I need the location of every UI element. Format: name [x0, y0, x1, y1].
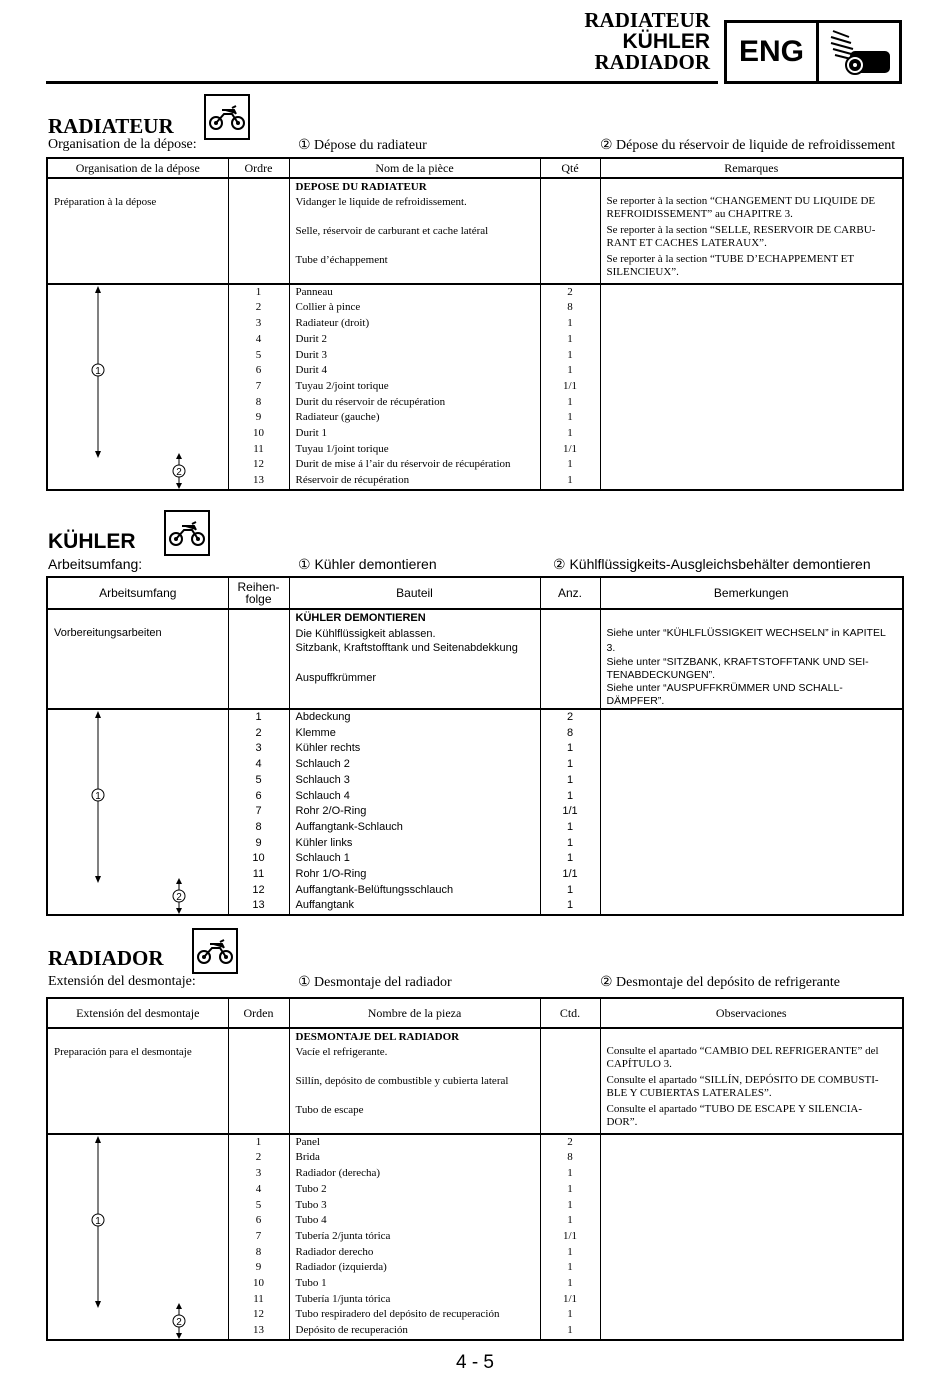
- part-order: 5: [255, 1198, 262, 1211]
- part-order: 2: [255, 726, 262, 739]
- part-qty: 1: [566, 773, 574, 786]
- part-qty: 1: [567, 1261, 573, 1274]
- flow-arrows: [47, 284, 228, 490]
- part-order: 10: [253, 1277, 264, 1290]
- part-name: Durit 2: [295, 332, 327, 345]
- part-name: Panel: [295, 1135, 320, 1148]
- part-name: Rohr 1/O-Ring: [295, 868, 367, 881]
- col-header: Nom de la pièce: [289, 158, 540, 178]
- part-order: 9: [255, 836, 262, 849]
- part-qty: 8: [567, 301, 573, 314]
- prep-item: Sitzbank, Kraftstofftank und Seitenabdekkung: [295, 642, 518, 655]
- motorcycle-icon-box: [164, 510, 210, 556]
- part-order: 6: [255, 364, 262, 377]
- part-qty: 1: [566, 836, 574, 849]
- motorcycle-icon-box: [204, 94, 250, 140]
- part-qty: 1: [567, 1182, 573, 1195]
- col-header: Bauteil: [289, 577, 540, 609]
- flow-label-1: 1: [95, 1215, 101, 1227]
- part-name: Rohr 2/O-Ring: [295, 805, 367, 818]
- part-name: Durit du réservoir de récupération: [295, 395, 446, 408]
- remark-line: Siehe unter “AUSPUFFKRÜMMER UND SCHALL-: [606, 682, 843, 694]
- flow-label-2: 2: [176, 1316, 182, 1328]
- part-name: Radiador derecho: [295, 1245, 374, 1258]
- part-qty: 1: [567, 1324, 573, 1337]
- part-name: Réservoir de récupération: [295, 474, 410, 487]
- part-name: Tuyau 1/joint torique: [295, 442, 389, 455]
- part-qty: 1/1: [562, 442, 578, 455]
- part-qty: 1/1: [562, 1292, 578, 1305]
- part-order: 2: [255, 1151, 262, 1164]
- step-1-label: ① Dépose du radiateur: [298, 138, 427, 153]
- part-name: Durit de mise á l’air du réservoir de récupération: [295, 458, 511, 471]
- part-name: Tubo 3: [295, 1198, 327, 1211]
- step-2-label: ② Kühlflüssigkeits-Ausgleichsbehälter demontieren: [553, 556, 871, 572]
- part-order: 3: [255, 317, 262, 330]
- part-qty: 1: [566, 742, 574, 755]
- part-name: Tubería 1/junta tórica: [295, 1292, 391, 1305]
- part-qty: 1/1: [562, 868, 578, 881]
- part-qty: 2: [566, 711, 574, 723]
- remark-line: Se reporter à la section “SELLE, RESERVOIR DE CARBU-: [606, 224, 876, 236]
- part-order: 13: [253, 1324, 264, 1337]
- part-qty: 1: [566, 758, 574, 771]
- col-header: Organisation de la dépose: [47, 158, 228, 178]
- flow-diagram: [48, 285, 228, 491]
- part-order: 8: [255, 395, 262, 408]
- motorcycle-icon: [194, 930, 236, 972]
- part-qty: 1/1: [562, 1229, 578, 1242]
- part-name: Schlauch 1: [295, 852, 350, 865]
- part-name: Tuyau 2/joint torique: [295, 379, 389, 392]
- section-subheader: [48, 556, 902, 574]
- col-header: Orden: [228, 998, 289, 1028]
- part-qty: 1: [567, 411, 573, 424]
- step-2-label: ② Desmontaje del depósito de refrigerante: [600, 975, 840, 990]
- remark-line: Se reporter à la section “CHANGEMENT DU LIQUIDE DE: [606, 195, 876, 207]
- prep-title: DEPOSE DU RADIATEUR: [295, 181, 427, 193]
- part-order: 13: [253, 474, 264, 487]
- part-name: Collier à pince: [295, 301, 361, 314]
- step-1-label: ① Kühler demontieren: [298, 556, 437, 572]
- col-header: Reihen- folge: [228, 577, 289, 609]
- flow-label-2: 2: [176, 892, 182, 903]
- part-name: Tubo 2: [295, 1182, 327, 1195]
- col-header: Bemerkungen: [600, 577, 903, 609]
- remark-line: Se reporter à la section “TUBE D’ECHAPPEMENT ET: [606, 253, 855, 265]
- part-order: 11: [253, 442, 264, 455]
- part-qty: 1: [567, 458, 573, 471]
- part-qty: 2: [567, 1135, 573, 1148]
- part-qty: 1: [567, 348, 573, 361]
- part-qty: 1: [567, 317, 573, 330]
- part-qty: 1/1: [562, 379, 578, 392]
- part-order: 4: [255, 758, 262, 771]
- part-name: Tubo 4: [295, 1214, 327, 1227]
- remark-line: DÄMPFER”.: [606, 695, 665, 707]
- header-titles: [584, 10, 710, 73]
- part-qty: 1: [567, 332, 573, 345]
- part-qty: 1: [567, 427, 573, 440]
- part-order: 4: [255, 1182, 262, 1195]
- remark-line: DOR”.: [606, 1116, 638, 1128]
- flow-label-1: 1: [95, 365, 101, 377]
- prep-item: Auspuffkrümmer: [295, 672, 376, 685]
- prep-label: Preparación para el desmontaje: [47, 1028, 228, 1134]
- motorcycle-icon: [206, 96, 248, 138]
- parts-block: [47, 1134, 903, 1340]
- part-qty: 8: [566, 726, 574, 739]
- part-order: 12: [253, 458, 264, 471]
- part-order: 4: [255, 332, 262, 345]
- part-order: 11: [253, 1292, 264, 1305]
- part-order: 12: [253, 1308, 264, 1321]
- parts-table: [46, 576, 904, 916]
- section-title: KÜHLER: [48, 530, 136, 553]
- flow-arrows: [47, 1134, 228, 1340]
- col-header: Ctd.: [540, 998, 600, 1028]
- part-name: Kühler links: [295, 836, 353, 849]
- part-qty: 8: [567, 1151, 573, 1164]
- part-name: Klemme: [295, 726, 336, 739]
- parts-table: [46, 157, 904, 491]
- part-qty: 1: [566, 899, 574, 912]
- part-order: 1: [255, 1135, 262, 1148]
- part-name: Brida: [295, 1151, 320, 1164]
- flow-label-2: 2: [176, 466, 182, 478]
- part-name: Kühler rechts: [295, 742, 361, 755]
- parts-table: [46, 997, 904, 1341]
- part-qty: 1: [567, 474, 573, 487]
- prep-item: Tube d’échappement: [295, 253, 388, 266]
- scope-label: Arbeitsumfang:: [48, 556, 143, 572]
- part-name: Abdeckung: [295, 711, 351, 723]
- part-order: 10: [252, 852, 265, 865]
- prep-item: Vidanger le liquide de refroidissement.: [295, 195, 467, 208]
- remark-line: Siehe unter “KÜHLFLÜSSIGKEIT WECHSELN” in KAPITEL 3.: [606, 627, 886, 654]
- part-order: 8: [255, 820, 262, 833]
- remark-line: Consulte el apartado “SILLÍN, DEPÓSITO DE COMBUSTI-: [606, 1074, 879, 1086]
- part-name: Radiateur (droit): [295, 317, 370, 330]
- part-name: Radiador (derecha): [295, 1167, 381, 1180]
- col-header: Nombre de la pieza: [289, 998, 540, 1028]
- parts-block: [47, 709, 903, 915]
- part-order: 11: [252, 868, 265, 881]
- part-name: Schlauch 3: [295, 773, 350, 786]
- part-name: Panneau: [295, 285, 333, 298]
- prep-item: Selle, réservoir de carburant et cache latéral: [295, 224, 489, 237]
- part-name: Tubo respiradero del depósito de recuperación: [295, 1308, 500, 1321]
- eng-label: ENG: [727, 23, 819, 81]
- part-qty: 1: [566, 789, 574, 802]
- remark-line: RANT ET CACHES LATERAUX”.: [606, 237, 767, 249]
- part-order: 2: [255, 301, 262, 314]
- part-order: 1: [255, 711, 262, 723]
- scope-label: Organisation de la dépose:: [48, 137, 197, 152]
- part-order: 6: [255, 789, 262, 802]
- section-title: RADIATEUR: [48, 114, 174, 138]
- part-name: Durit 3: [295, 348, 327, 361]
- flow-diagram: [48, 1135, 228, 1341]
- header-title-de: KÜHLER: [622, 30, 710, 53]
- remark-line: Consulte el apartado “CAMBIO DEL REFRIGERANTE” del: [606, 1045, 879, 1057]
- col-header: Observaciones: [600, 998, 903, 1028]
- part-qty: 1: [567, 1167, 573, 1180]
- part-order: 10: [253, 427, 264, 440]
- step-2-label: ② Dépose du réservoir de liquide de refroidissement: [600, 138, 896, 153]
- engine-coil-icon: [821, 25, 899, 79]
- prep-label: Vorbereitungsarbeiten: [47, 609, 228, 709]
- col-header: Extensión del desmontaje: [47, 998, 228, 1028]
- part-qty: 1: [567, 1308, 573, 1321]
- remark-line: Siehe unter “SITZBANK, KRAFTSTOFFTANK UND SEI-: [606, 656, 869, 668]
- header-title-es: RADIADOR: [594, 50, 710, 74]
- col-header: Qté: [540, 158, 600, 178]
- part-qty: 1: [567, 395, 573, 408]
- part-qty: 1: [566, 820, 574, 833]
- prep-item: Sillín, depósito de combustible y cubierta lateral: [295, 1074, 509, 1087]
- part-order: 9: [255, 1261, 262, 1274]
- part-name: Depósito de recuperación: [295, 1324, 408, 1337]
- col-header: Anz.: [540, 577, 600, 609]
- part-order: 9: [255, 411, 262, 424]
- part-qty: 1/1: [562, 805, 578, 818]
- part-qty: 1: [567, 1245, 573, 1258]
- section-title: RADIADOR: [48, 946, 164, 970]
- prep-item: Vacíe el refrigerante.: [295, 1045, 388, 1058]
- part-name: Radiador (izquierda): [295, 1261, 387, 1274]
- prep-title: DESMONTAJE DEL RADIADOR: [295, 1031, 460, 1043]
- prep-item: Die Kühlflüssigkeit ablassen.: [295, 627, 436, 640]
- part-name: Auffangtank-Schlauch: [295, 820, 403, 833]
- section-subheader: [48, 137, 902, 155]
- remark-line: BLE Y CUBIERTAS LATERALES”.: [606, 1087, 772, 1099]
- part-order: 3: [255, 1167, 262, 1180]
- remark-line: Consulte el apartado “TUBO DE ESCAPE Y SILENCIA-: [606, 1103, 863, 1115]
- motorcycle-icon-box: [192, 928, 238, 974]
- prep-label: Préparation à la dépose: [47, 178, 228, 284]
- part-qty: 1: [567, 1277, 573, 1290]
- part-name: Auffangtank-Belüftungsschlauch: [295, 883, 454, 896]
- part-order: 8: [255, 1245, 262, 1258]
- part-name: Durit 4: [295, 364, 327, 377]
- part-name: Radiateur (gauche): [295, 411, 380, 424]
- part-qty: 1: [566, 883, 574, 896]
- part-order: 7: [255, 379, 262, 392]
- part-name: Tubo 1: [295, 1277, 327, 1290]
- part-qty: 1: [567, 1214, 573, 1227]
- part-order: 6: [255, 1214, 262, 1227]
- remark-line: CAPÍTULO 3.: [606, 1058, 672, 1070]
- scope-label: Extensión del desmontaje:: [48, 974, 196, 989]
- prep-title: KÜHLER DEMONTIEREN: [295, 612, 426, 624]
- col-header: Remarques: [600, 158, 903, 178]
- part-name: Durit 1: [295, 427, 327, 440]
- part-name: Schlauch 2: [295, 758, 350, 771]
- col-header: Ordre: [228, 158, 289, 178]
- part-name: Auffangtank: [295, 899, 355, 912]
- header-title-fr: RADIATEUR: [584, 8, 710, 32]
- motorcycle-icon: [166, 512, 208, 554]
- remark-line: TENABDECKUNGEN”.: [606, 669, 716, 681]
- part-qty: 1: [567, 1198, 573, 1211]
- part-order: 1: [255, 285, 262, 298]
- flow-arrows: [47, 709, 228, 915]
- col-header: Arbeitsumfang: [47, 577, 228, 609]
- part-order: 12: [252, 883, 265, 896]
- remark-line: REFROIDISSEMENT” au CHAPITRE 3.: [606, 208, 793, 220]
- part-order: 5: [255, 773, 262, 786]
- part-order: 3: [255, 742, 262, 755]
- part-name: Schlauch 4: [295, 789, 350, 802]
- flow-diagram: [48, 710, 228, 916]
- prep-item: Tubo de escape: [295, 1103, 364, 1116]
- section-subheader: [48, 974, 902, 992]
- eng-tab: [724, 20, 902, 84]
- part-order: 7: [255, 1229, 262, 1242]
- part-name: Tubería 2/junta tórica: [295, 1229, 391, 1242]
- step-1-label: ① Desmontaje del radiador: [298, 975, 452, 990]
- part-order: 7: [255, 805, 262, 818]
- part-qty: 1: [566, 852, 574, 865]
- flow-label-1: 1: [95, 791, 101, 802]
- part-qty: 1: [567, 364, 573, 377]
- page-number: 4 - 5: [455, 1352, 495, 1373]
- header-rule: [46, 81, 718, 84]
- parts-block: [47, 284, 903, 490]
- part-qty: 2: [567, 285, 573, 298]
- part-order: 13: [252, 899, 265, 912]
- part-order: 5: [255, 348, 262, 361]
- remark-line: SILENCIEUX”.: [606, 266, 679, 278]
